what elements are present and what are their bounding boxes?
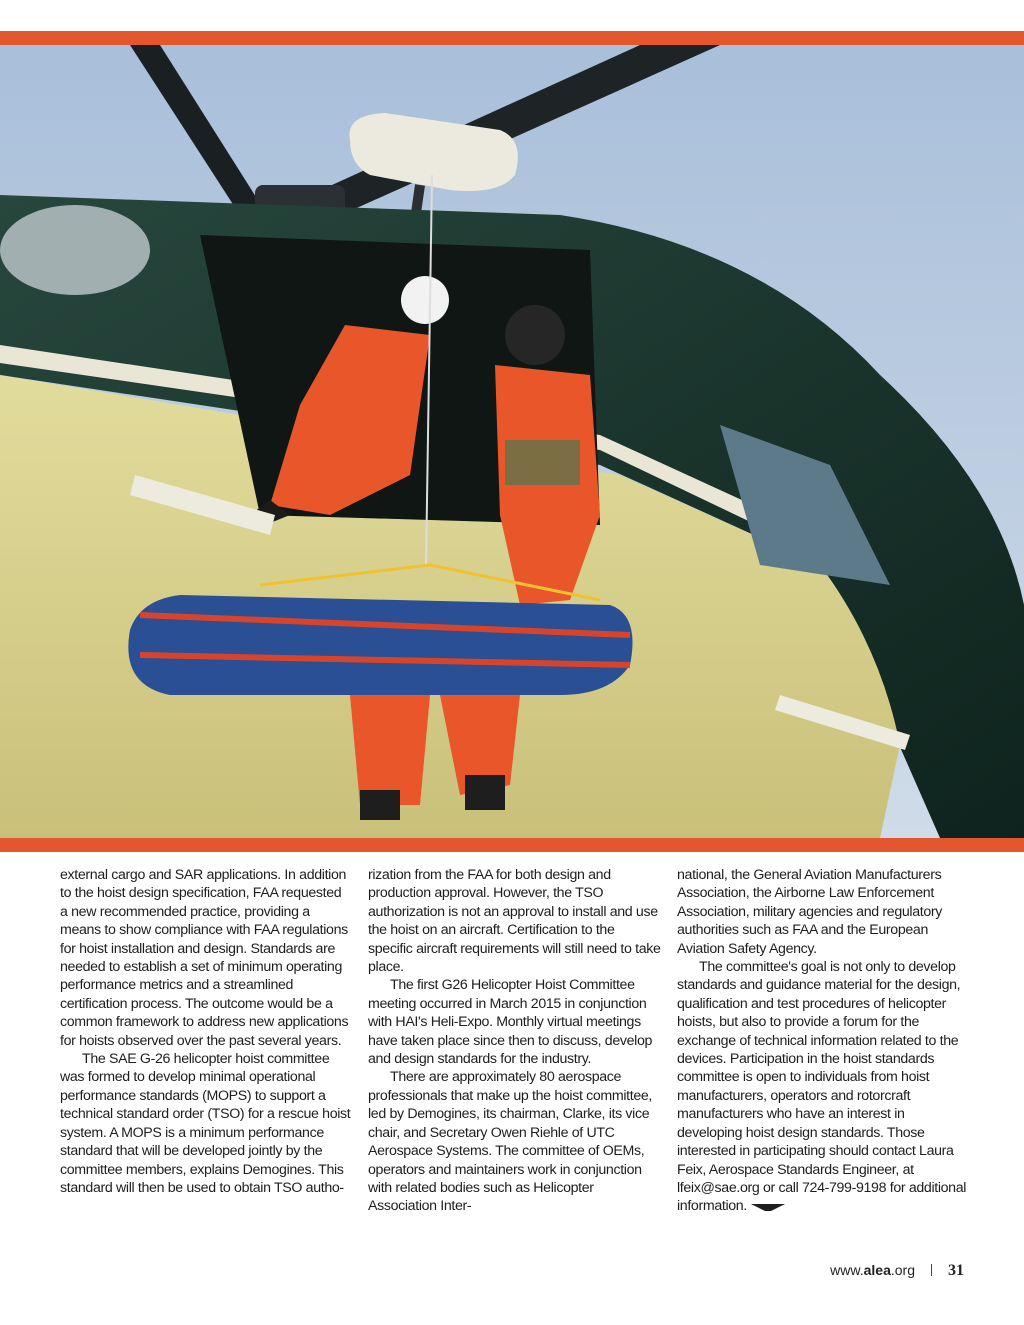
paragraph: rization from the FAA for both design and production approval. However, the TSO authorization is not an approval to install and use the hoist on an aircraft. Certification to the specific aircraft requirements will still need to take place. <box>368 867 661 976</box>
url-prefix: www. <box>830 1262 864 1278</box>
bottom-accent-band <box>0 838 1024 852</box>
paragraph: There are approximately 80 aerospace professionals that make up the hoist committee, led by Demogines, its chairman, Clarke, its vice chair, and Secretary Owen Riehle of UTC Aerospace Systems. The committee of OEMs, operators and maintainers work in conjunction with related bodies such as Helicopter Association Inter- <box>368 1069 653 1215</box>
url-bold: alea <box>863 1262 891 1278</box>
paragraph-text: The committee's goal is not only to develop standards and guidance material for the design, qualification and test procedures of helicopter hoists, but also to provide a forum for the exchange of technical information related to the devices. Participation in the hoist standards committee is open to individuals from hoist manufacturers, operators and rotorcraft manufacturers who have an interest in developing hoist design standards. Those interested in participating should contact Laura Feix, Aerospace Standards Engineer, at lfeix@sae.org or call 724-799-9198 for additional information. <box>677 959 967 1215</box>
footer-divider <box>931 1264 932 1276</box>
website-link[interactable] <box>830 1262 915 1278</box>
paragraph: The first G26 Helicopter Hoist Committee meeting occurred in March 2015 in conjunction with HAI's Heli-Expo. Monthly virtual meetings have taken place since then to discuss, develop and design standards for the industry. <box>368 977 653 1068</box>
page-footer <box>830 1262 964 1280</box>
paragraph: national, the General Aviation Manufacturers Association, the Airborne Law Enforcement Association, military agencies and regulatory authorities such as FAA and the European Aviation Safety Agency. <box>677 867 942 957</box>
paragraph: The SAE G-26 helicopter hoist committee was formed to develop minimal operational performance standards (MOPS) to support a technical standard order (TSO) for a rescue hoist system. A MOPS is a minimum performance standard that will be developed jointly by the committee members, explains Demogines. This standard will then be used to obtain TSO autho- <box>60 1051 351 1196</box>
paragraph <box>677 958 973 1216</box>
article-column-3 <box>677 866 973 1216</box>
wing-end-icon <box>751 1202 785 1212</box>
helicopter-hoist-photo <box>0 45 1024 838</box>
article-column-1 <box>60 866 352 1197</box>
top-accent-band <box>0 31 1024 45</box>
article-column-2 <box>368 866 662 1216</box>
page-number: 31 <box>948 1262 964 1279</box>
url-suffix: .org <box>890 1262 915 1278</box>
paragraph: external cargo and SAR applications. In addition to the hoist design specification, FAA requested a new recommended practice, providing a means to show compliance with FAA regulations for hoist installation and design. Standards are needed to establish a set of minimum operating performance metrics and a streamlined certification process. The outcome would be a common framework to address new applications for hoists observed over the past several years. <box>60 867 349 1049</box>
